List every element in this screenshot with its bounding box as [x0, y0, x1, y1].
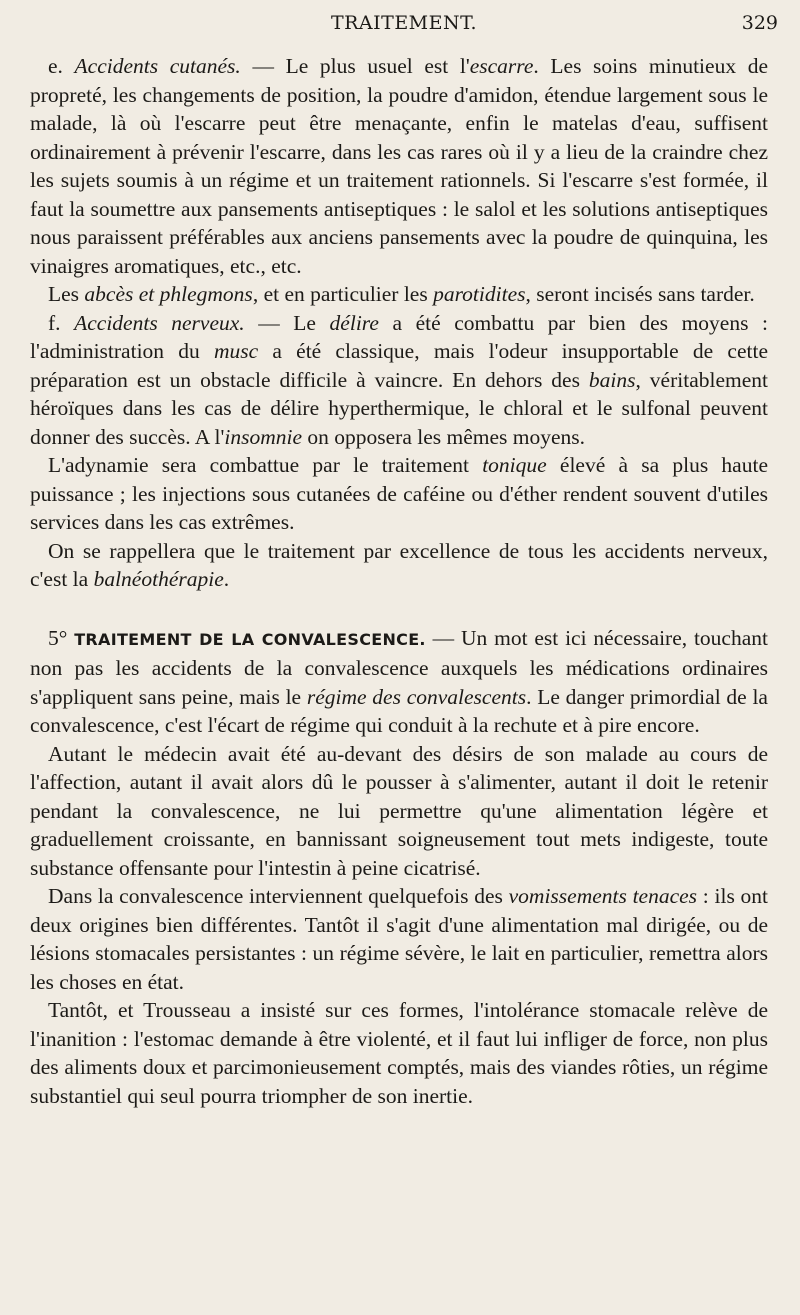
text-run: . Les soins minutieux de propreté, les changements de position, la poudre d'amidon, étendue largement sous le malade, là où l'escarre peut être menaçante, enfin le matelas d'eau, suffisent ordinairement à prévenir l'escarre, dans les cas rares où il y a lieu de la craindre chez les sujets soumis à un régime et un traitement rationnels. Si l'escarre s'est formée, il faut la soumettre aux pansements antiseptiques : le salol et les solutions antiseptiques nous paraissent préférables aux anciens pansements avec la poudre de quinquina, les vinaigres aromatiques, etc., etc.: [30, 54, 768, 278]
section-number: 5°: [48, 625, 75, 650]
text-run: — Un mot est ici nécessaire, touchant non pas les accidents de la convalescence auxquels les médications ordinaires s'appliquent sans peine, mais le: [30, 625, 768, 709]
emphasis: parotidites: [433, 282, 526, 306]
paragraph-autant: Autant le médecin avait été au-devant des désirs de son malade au cours de l'affection, autant il avait alors dû le pousser à s'alimenter, autant il doit le retenir pendant la convalescence, ne lui permettre qu'une alimentation légère et graduellement croissante, en bannissant soigneusement tout mets indigeste, toute substance offensante pour l'intestin à peine cicatrisé.: [30, 741, 768, 880]
text-run: Les: [48, 282, 85, 306]
page-number: 329: [741, 12, 778, 34]
paragraph-adynamie: [30, 451, 768, 537]
text-run: : ils ont deux origines bien différentes. Tantôt il s'agit d'une alimentation mal dirigée, ou de lésions stomacales persistantes : un régime sévère, le lait en particulier, remettra alors les choses en état.: [30, 884, 769, 994]
emphasis: délire: [329, 310, 379, 335]
emphasis: balnéothérapie: [93, 567, 224, 591]
section-heading: Accidents cutanés.: [74, 54, 241, 78]
emphasis: bains: [588, 367, 636, 392]
body-text: [30, 52, 768, 1110]
text-run: a été classique, mais l'odeur insupportable de cette préparation est un obstacle difficile à vaincre. En dehors des: [30, 339, 768, 392]
paragraph-convalescence: [30, 624, 768, 740]
emphasis: abcès et phlegmons: [84, 282, 253, 306]
emphasis: musc: [213, 339, 259, 363]
text-run: — Le plus usuel est l': [240, 54, 470, 78]
section-heading: Accidents nerveux.: [74, 310, 245, 335]
text-run: Dans la convalescence interviennent quelquefois des: [48, 884, 509, 908]
running-title: TRAITEMENT.: [330, 12, 478, 34]
paragraph-balneotherapie: [30, 537, 768, 594]
text-run: a été combattu par bien des moyens : l'administration du: [30, 310, 768, 363]
emphasis: régime des convalescents: [306, 684, 527, 709]
emphasis: tonique: [482, 453, 547, 477]
paragraph-accidents-nerveux: [30, 309, 768, 452]
item-letter: e.: [48, 54, 75, 78]
text-run: , et en particulier les: [252, 282, 434, 306]
section-heading: TRAITEMENT DE LA CONVALESCENCE.: [74, 629, 426, 649]
text-run: . Le danger primordial de la convalescence, c'est l'écart de régime qui conduit à la rechute et à pire encore.: [30, 684, 768, 737]
item-letter: f.: [48, 310, 75, 335]
text-run: élevé à sa plus haute puissance ; les injections sous cutanées de caféine ou d'éther rendent souvent d'utiles services dans les cas extrêmes.: [30, 453, 768, 534]
text-run: L'adynamie sera combattue par le traitement: [48, 453, 483, 477]
text-run: , véritablement héroïques dans les cas de délire hyperthermique, le chloral et le sulfonal peuvent donner des succès. A l': [30, 367, 769, 449]
text-run: on opposera les mêmes moyens.: [302, 424, 586, 449]
emphasis: insomnie: [224, 424, 302, 449]
text-run: .: [223, 567, 230, 591]
text-run: — Le: [244, 310, 330, 335]
text-run: , seront incisés sans tarder.: [525, 282, 755, 306]
emphasis: escarre: [469, 54, 534, 78]
paragraph-accidents-cutanes: [30, 52, 768, 280]
page-header: [30, 12, 778, 42]
paragraph-vomissements: [30, 882, 768, 996]
emphasis: vomissements tenaces: [508, 884, 698, 908]
paragraph-abces: [30, 280, 768, 309]
text-run: On se rappellera que le traitement par excellence de tous les accidents nerveux, c'est la: [30, 538, 768, 591]
paragraph-trousseau: Tantôt, et Trousseau a insisté sur ces formes, l'intolérance stomacale relève de l'inanition : l'estomac demande à être violenté, et il faut lui infliger de force, non plus des aliments doux et parcimonieusement comptés, mais des viandes rôties, un régime substantiel qui seul pourra triompher de son inertie.: [30, 998, 768, 1108]
